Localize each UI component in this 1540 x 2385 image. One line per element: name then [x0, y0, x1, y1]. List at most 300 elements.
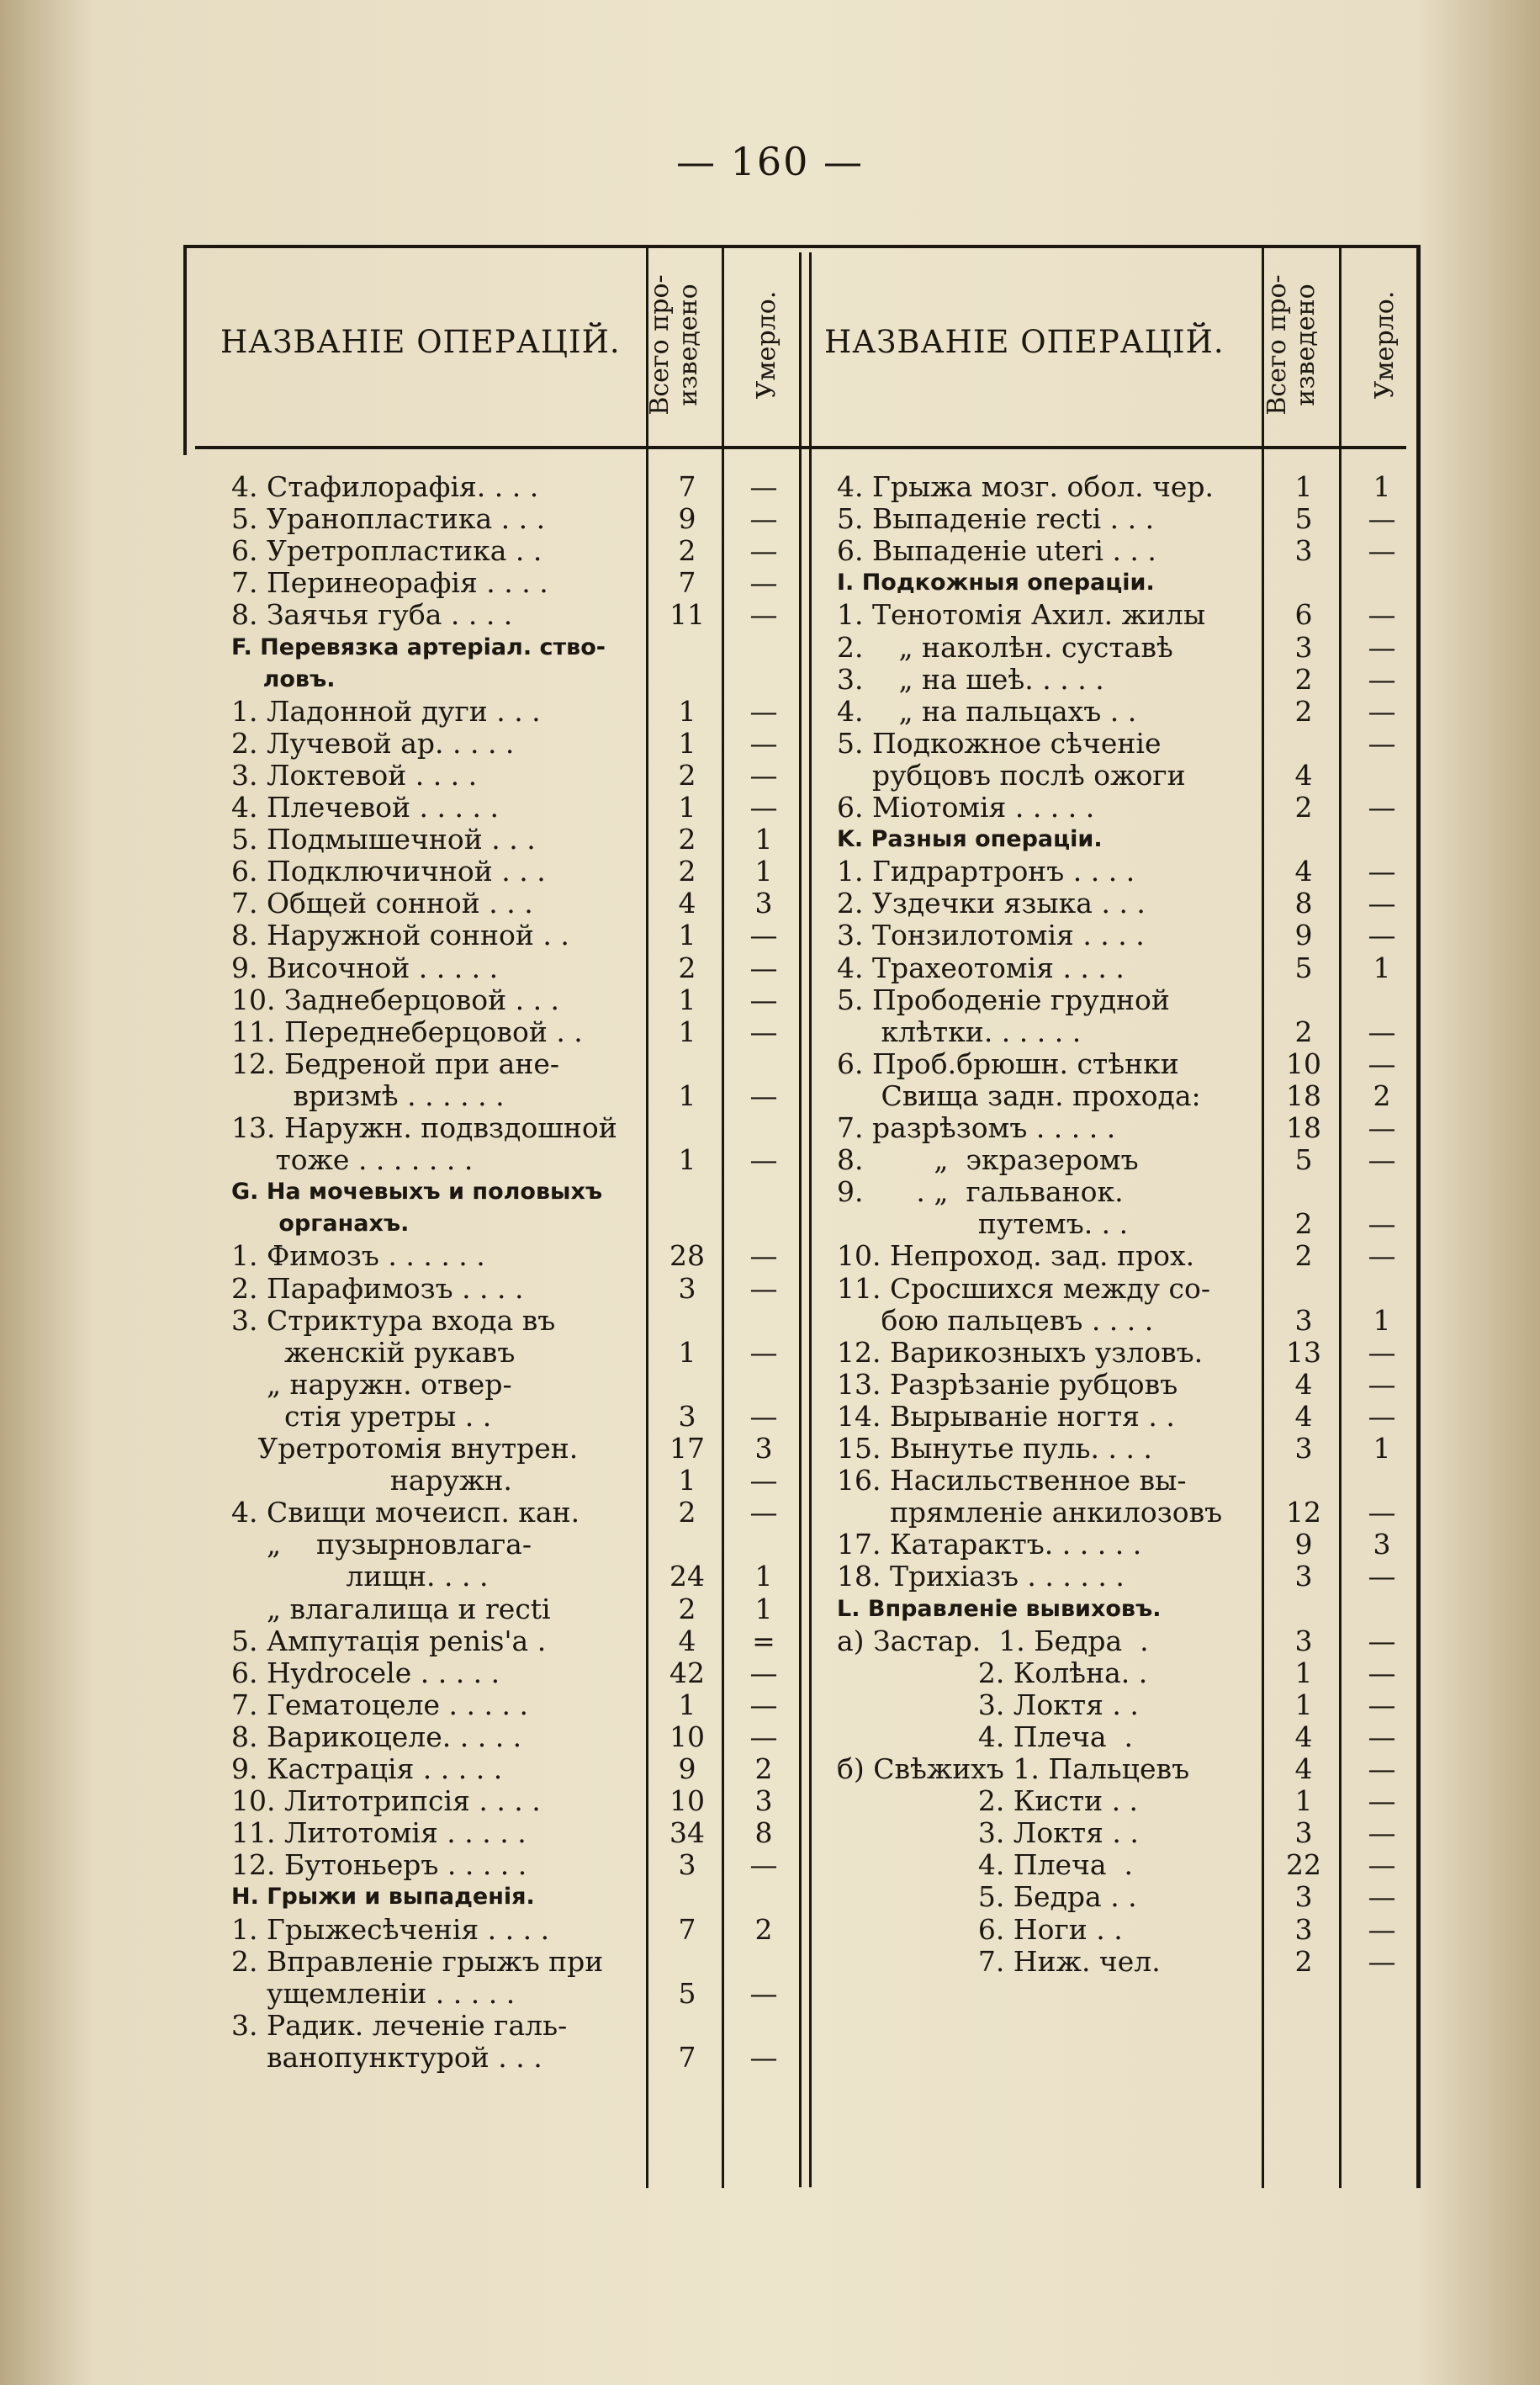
table-row [837, 1529, 1421, 1561]
table-row [837, 632, 1421, 664]
operation-name: 5. Подкожное сѣченіе [837, 727, 1162, 760]
table-row [231, 632, 803, 664]
total-count: 28 [669, 1239, 705, 1273]
table-row [231, 920, 803, 951]
table-row [837, 1721, 1421, 1753]
table-row [231, 760, 803, 792]
died-count: — [1368, 1816, 1396, 1850]
operation-name: 2. Кисти . . [837, 1785, 1139, 1818]
total-count: 24 [669, 1560, 705, 1593]
operation-name: 6. Hydrocele . . . . . [231, 1656, 500, 1689]
left-header-died: Умерло. [752, 290, 781, 400]
died-count: — [1368, 598, 1396, 632]
table-row [837, 535, 1421, 567]
operation-name: 6. Міотомія . . . . . [837, 792, 1095, 824]
operation-name: тоже . . . . . . . [231, 1144, 474, 1177]
died-count: — [749, 1848, 778, 1882]
total-count: 7 [678, 1912, 696, 1946]
operation-name: 9. Кастрація . . . . . [231, 1753, 503, 1785]
table-row [837, 856, 1421, 888]
died-count: 2 [754, 1752, 773, 1785]
table-row [231, 1305, 803, 1337]
operation-name: 5. Прободеніе грудной [837, 983, 1170, 1016]
total-count: 5 [678, 1976, 696, 2010]
died-count: 3 [754, 1432, 773, 1465]
table-row [231, 1240, 803, 1272]
table-row [837, 1785, 1421, 1817]
total-count: 2 [1294, 791, 1313, 824]
died-count: — [749, 951, 778, 984]
total-count: 1 [1294, 470, 1313, 503]
operation-name: ванопунктурой . . . [231, 2041, 542, 2074]
operation-name: б) Свѣжихъ 1. Пальцевъ [837, 1753, 1190, 1785]
total-count: 8 [1294, 887, 1313, 920]
died-count: — [749, 1976, 778, 2010]
died-count: — [1368, 502, 1396, 536]
operation-name: 16. Насильственное вы- [837, 1465, 1187, 1497]
operation-name: 3. Локтя . . [837, 1817, 1139, 1850]
table-row [837, 1593, 1421, 1625]
total-count: 3 [1294, 1624, 1313, 1657]
died-count: — [749, 566, 778, 600]
operation-name: 9. Височной . . . . . [231, 951, 499, 984]
table-row [231, 952, 803, 984]
total-count: 10 [1286, 1047, 1321, 1080]
table-row [837, 1112, 1421, 1144]
operation-name: 9. . „ гальванок. [837, 1176, 1124, 1209]
table-row [231, 1337, 803, 1369]
operation-name: 1. Тенотомія Ахил. жилы [837, 599, 1206, 632]
table-row [231, 1144, 803, 1176]
died-count: — [1368, 1367, 1396, 1401]
died-count: — [1368, 662, 1396, 696]
died-count: 1 [754, 855, 773, 888]
operation-name: 3. Локтя . . [837, 1688, 1139, 1721]
table-row [837, 696, 1421, 728]
operation-name: лищн. . . . [231, 1561, 489, 1593]
table-row [837, 792, 1421, 824]
died-count: 1 [754, 1592, 773, 1625]
operation-name: стія уретры . . [231, 1400, 492, 1433]
died-count: — [1368, 630, 1396, 664]
died-count: — [1368, 1015, 1396, 1048]
died-count: — [749, 2040, 778, 2074]
table-row [837, 1369, 1421, 1401]
table-row [837, 567, 1421, 599]
operation-name: 6. Проб.брюшн. стѣнки [837, 1047, 1179, 1080]
died-count: — [1368, 1239, 1396, 1273]
operation-name: 10. Непроход. зад. прох. [837, 1240, 1195, 1273]
table-row [837, 1240, 1421, 1272]
table-row [231, 1914, 803, 1946]
total-count: 11 [669, 598, 705, 632]
table-row [231, 1112, 803, 1144]
table-row [231, 2042, 803, 2074]
table-row [231, 824, 803, 856]
section-heading: G. На мочевыхъ и половыхъ [231, 1179, 603, 1206]
table-row [837, 760, 1421, 792]
died-count: — [1368, 1143, 1396, 1177]
table-row [837, 1881, 1421, 1913]
table-row [231, 1497, 803, 1529]
died-count: — [749, 983, 778, 1016]
died-count: 3 [754, 1784, 773, 1818]
operation-name: 5. Уранопластика . . . [231, 503, 546, 536]
died-count: — [1368, 1848, 1396, 1882]
operation-name: 13. Наружн. подвздошной [231, 1112, 617, 1144]
total-count: 9 [1294, 919, 1313, 952]
operation-name: 6. Выпаденіе uteri . . . [837, 535, 1156, 568]
section-heading: K. Разныя операціи. [837, 826, 1103, 853]
operation-name: 4. Плеча . [837, 1720, 1134, 1753]
died-count: — [1368, 1912, 1396, 1946]
table-row [231, 1176, 803, 1208]
operation-name: 4. Грыжа мозг. обол. чер. [837, 471, 1215, 503]
died-count: 1 [1373, 470, 1391, 503]
died-count: 1 [1373, 951, 1391, 984]
total-count: 2 [678, 1496, 696, 1529]
total-count: 2 [1294, 1239, 1313, 1273]
table-row [837, 1144, 1421, 1176]
died-count: — [1368, 1047, 1396, 1080]
operation-name: путемъ. . . [837, 1208, 1129, 1241]
total-count: 5 [1294, 1143, 1313, 1177]
died-count: — [749, 534, 778, 568]
died-count: — [749, 1656, 778, 1689]
table-row [837, 1016, 1421, 1048]
died-count: — [1368, 1496, 1396, 1529]
total-count: 3 [1294, 1303, 1313, 1337]
total-count: 2 [678, 758, 696, 792]
table-row [231, 1849, 803, 1881]
operation-name: 4. „ на пальцахъ . . [837, 695, 1137, 728]
table-row [837, 1273, 1421, 1305]
operation-name: 3. Локтевой . . . . [231, 759, 478, 792]
total-count: 12 [1286, 1496, 1321, 1529]
total-count: 4 [1294, 1367, 1313, 1401]
died-count: — [1368, 1399, 1396, 1433]
table-row [231, 1080, 803, 1112]
table-row [231, 1689, 803, 1721]
operation-name: прямленіе анкилозовъ [837, 1497, 1223, 1529]
operation-name: 6. Ноги . . [837, 1913, 1123, 1946]
total-count: 22 [1286, 1848, 1321, 1882]
total-count: 3 [1294, 534, 1313, 568]
operation-name: 11. Переднеберцовой . . [231, 1015, 583, 1048]
operation-name: 11. Сросшихся между со- [837, 1272, 1211, 1305]
total-count: 3 [678, 1399, 696, 1433]
operation-name: 4. Плечевой . . . . . [231, 792, 499, 824]
table-row [231, 1657, 803, 1689]
died-count: = [752, 1624, 775, 1657]
table-row [231, 664, 803, 696]
total-count: 2 [678, 1592, 696, 1625]
section-heading: органахъ. [231, 1211, 410, 1238]
died-count: — [749, 1496, 778, 1529]
operation-name: бою пальцевъ . . . . [837, 1304, 1154, 1337]
operation-name: 2. Колѣна. . [837, 1656, 1148, 1689]
total-count: 2 [1294, 1015, 1313, 1048]
total-count: 3 [1294, 1816, 1313, 1850]
died-count: — [1368, 1207, 1396, 1241]
table-row [231, 1433, 803, 1465]
table-row [231, 1625, 803, 1657]
table-row [231, 728, 803, 760]
operation-name: 12. Варикозныхъ узловъ. [837, 1336, 1204, 1369]
operation-name: ущемленіи . . . . . [231, 1977, 516, 2010]
right-header-died: Умерло. [1370, 290, 1400, 400]
table-row [231, 888, 803, 920]
died-count: — [1368, 726, 1396, 760]
operation-name: 10. Заднеберцовой . . . [231, 983, 560, 1016]
died-count: — [749, 1399, 778, 1433]
operation-name: 15. Вынутье пуль. . . . [837, 1433, 1152, 1465]
total-count: 1 [678, 1335, 696, 1369]
table-row [231, 1465, 803, 1497]
died-count: — [1368, 1784, 1396, 1818]
table-row [837, 1753, 1421, 1785]
died-count: — [749, 758, 778, 792]
total-count: 2 [678, 951, 696, 984]
operation-name: 13. Разрѣзаніе рубцовъ [837, 1368, 1178, 1401]
total-count: 2 [678, 823, 696, 856]
died-count: — [749, 1720, 778, 1753]
operation-name: 6. Уретропластика . . [231, 535, 542, 568]
died-count: — [1368, 1688, 1396, 1721]
table-row [231, 1048, 803, 1080]
table-row [231, 856, 803, 888]
operation-name: 2. Парафимозъ . . . . [231, 1272, 524, 1305]
operation-name: 5. Подмышечной . . . [231, 824, 536, 856]
table-row [231, 1273, 803, 1305]
total-count: 2 [1294, 694, 1313, 728]
total-count: 4 [1294, 1720, 1313, 1753]
total-count: 17 [669, 1432, 705, 1465]
operation-name: 11. Литотомія . . . . . [231, 1817, 527, 1850]
total-count: 1 [678, 919, 696, 952]
total-count: 9 [678, 502, 696, 536]
table-row [231, 1208, 803, 1240]
died-count: — [749, 1079, 778, 1112]
operation-name: 7. Общей сонной . . . [231, 888, 533, 920]
total-count: 18 [1286, 1111, 1321, 1144]
table-row [231, 1978, 803, 2010]
died-count: — [1368, 919, 1396, 952]
died-count: — [1368, 1560, 1396, 1593]
left-header-total: Всего про- изведено [645, 274, 703, 416]
died-count: — [1368, 1335, 1396, 1369]
died-count: 3 [754, 887, 773, 920]
total-count: 13 [1286, 1335, 1321, 1369]
died-count: — [749, 1143, 778, 1177]
table-row [837, 1657, 1421, 1689]
left-border [183, 245, 187, 455]
total-count: 1 [678, 1143, 696, 1177]
died-count: — [749, 919, 778, 952]
table-row [231, 696, 803, 728]
table-row [231, 1016, 803, 1048]
table-row [231, 567, 803, 599]
total-count: 5 [1294, 502, 1313, 536]
table-row [837, 984, 1421, 1016]
died-count: — [1368, 855, 1396, 888]
died-count: 2 [754, 1912, 773, 1946]
operation-name: 12. Бутоньеръ . . . . . [231, 1849, 527, 1882]
died-count: 1 [754, 1560, 773, 1593]
operation-name: 2. Лучевой ар. . . . . [231, 727, 515, 760]
table-row [837, 471, 1421, 503]
section-heading: F. Перевязка артеріал. ство- [231, 633, 606, 660]
table-row [231, 1561, 803, 1593]
total-count: 1 [1294, 1656, 1313, 1689]
died-count: — [749, 1271, 778, 1305]
total-count: 3 [1294, 1912, 1313, 1946]
table-row [837, 824, 1421, 856]
operation-name: 1. Ладонной дуги . . . [231, 695, 541, 728]
operation-name: клѣтки. . . . . . [837, 1015, 1082, 1048]
operation-name: 4. Стафилорафія. . . . [231, 471, 539, 503]
died-count: — [749, 1239, 778, 1273]
operation-name: 10. Литотрипсія . . . . [231, 1785, 541, 1818]
operation-name: 1. Грыжесѣченія . . . . [231, 1913, 550, 1946]
died-count: — [1368, 887, 1396, 920]
operation-name: 12. Бедреной при ане- [231, 1047, 560, 1080]
operation-name: а) Застар. 1. Бедра . [837, 1624, 1149, 1657]
section-heading: I. Подкожныя операціи. [837, 570, 1155, 596]
operation-name: 5. Ампутація penis'а . [231, 1624, 547, 1657]
died-count: — [1368, 1656, 1396, 1689]
table-row [837, 1625, 1421, 1657]
died-count: — [749, 694, 778, 728]
operation-name: 1. Фимозъ . . . . . . [231, 1240, 485, 1273]
table-row [837, 1689, 1421, 1721]
total-count: 1 [678, 1688, 696, 1721]
operation-name: 1. Гидрартронъ . . . . [837, 856, 1135, 888]
operation-name: Свища задн. прохода: [837, 1079, 1201, 1112]
operation-name: 5. Бедра . . [837, 1881, 1137, 1914]
died-count: 1 [754, 823, 773, 856]
total-count: 3 [1294, 1880, 1313, 1914]
operation-name: 4. Свищи мочеисп. кан. [231, 1497, 580, 1529]
died-count: 1 [1373, 1303, 1391, 1337]
total-count: 4 [678, 1624, 696, 1657]
total-count: 1 [678, 791, 696, 824]
total-count: 4 [1294, 855, 1313, 888]
died-count: — [1368, 1944, 1396, 1978]
right-header-total: Всего про- изведено [1262, 274, 1320, 416]
total-count: 1 [1294, 1688, 1313, 1721]
operation-name: 8. Варикоцеле. . . . . [231, 1720, 522, 1753]
table-row [837, 1048, 1421, 1080]
total-count: 2 [1294, 1207, 1313, 1241]
operation-name: 8. Наружной сонной . . [231, 920, 569, 952]
table-top-border [183, 245, 1420, 248]
died-count: — [1368, 1624, 1396, 1657]
table-row [231, 471, 803, 503]
total-count: 9 [1294, 1528, 1313, 1561]
table-row [837, 1497, 1421, 1529]
total-count: 34 [669, 1816, 705, 1850]
page-number: — 160 — [675, 139, 865, 184]
total-count: 1 [678, 726, 696, 760]
total-count: 3 [678, 1848, 696, 1882]
died-count: — [1368, 1880, 1396, 1914]
table-row [231, 1401, 803, 1433]
left-header-name: НАЗВАНІЕ ОПЕРАЦІЙ. [220, 324, 621, 360]
table-row [231, 1785, 803, 1817]
operation-name: наружн. [231, 1465, 512, 1497]
table-row [837, 728, 1421, 760]
total-count: 7 [678, 470, 696, 503]
died-count: — [1368, 694, 1396, 728]
total-count: 1 [678, 694, 696, 728]
total-count: 1 [678, 1015, 696, 1048]
died-count: — [1368, 1720, 1396, 1753]
operation-name: 3. Радик. леченіе галь- [231, 2009, 568, 2042]
operation-name: 3. „ на шеѣ. . . . . [837, 663, 1104, 696]
table-row [837, 1433, 1421, 1465]
table-row [231, 1369, 803, 1401]
total-count: 3 [1294, 1560, 1313, 1593]
table-row [837, 503, 1421, 535]
total-count: 7 [678, 2040, 696, 2074]
total-count: 1 [678, 1464, 696, 1497]
died-count: 3 [1373, 1528, 1391, 1561]
table-row [837, 599, 1421, 631]
total-count: 2 [678, 534, 696, 568]
died-count: — [749, 598, 778, 632]
died-count: — [749, 1688, 778, 1721]
died-count: — [749, 1015, 778, 1048]
table-row [837, 1080, 1421, 1112]
right-header-name: НАЗВАНІЕ ОПЕРАЦІЙ. [824, 324, 1225, 360]
total-count: 4 [678, 887, 696, 920]
operation-name: 8. Заячья губа . . . . [231, 599, 513, 632]
table-row [837, 1561, 1421, 1593]
total-count: 4 [1294, 1399, 1313, 1433]
table-row [837, 1465, 1421, 1497]
died-count: — [749, 1335, 778, 1369]
total-count: 3 [1294, 1432, 1313, 1465]
total-count: 1 [678, 983, 696, 1016]
operation-name: „ наружн. отвер- [231, 1368, 512, 1401]
table-row [837, 1849, 1421, 1881]
table-row [231, 1529, 803, 1561]
operation-name: 7. разрѣзомъ . . . . . [837, 1112, 1116, 1144]
section-heading: H. Грыжи и выпаденія. [231, 1884, 535, 1911]
operation-name: 3. Тонзилотомія . . . . [837, 920, 1145, 952]
table-row [231, 1946, 803, 1978]
died-count: — [749, 502, 778, 536]
operation-name: 4. Плеча . [837, 1849, 1134, 1882]
operation-name: вризмѣ . . . . . . [231, 1079, 505, 1112]
operation-name: 7. Ниж. чел. [837, 1945, 1161, 1978]
operation-name: „ пузырновлага- [231, 1529, 532, 1561]
table-row [231, 2010, 803, 2042]
operation-name: 5. Выпаденіе recti . . . [837, 503, 1155, 536]
operation-name: 4. Трахеотомія . . . . [837, 951, 1125, 984]
died-count: — [1368, 534, 1396, 568]
table-row [837, 1401, 1421, 1433]
table-row [837, 1817, 1421, 1849]
operation-name: 6. Подключичной . . . [231, 856, 546, 888]
table-row [837, 1337, 1421, 1369]
table-row [231, 984, 803, 1016]
table-row [837, 888, 1421, 920]
died-count: 8 [754, 1816, 773, 1850]
operation-name: 2. „ наколѣн. суставѣ [837, 631, 1173, 664]
operation-name: 3. Стриктура входа въ [231, 1304, 556, 1337]
